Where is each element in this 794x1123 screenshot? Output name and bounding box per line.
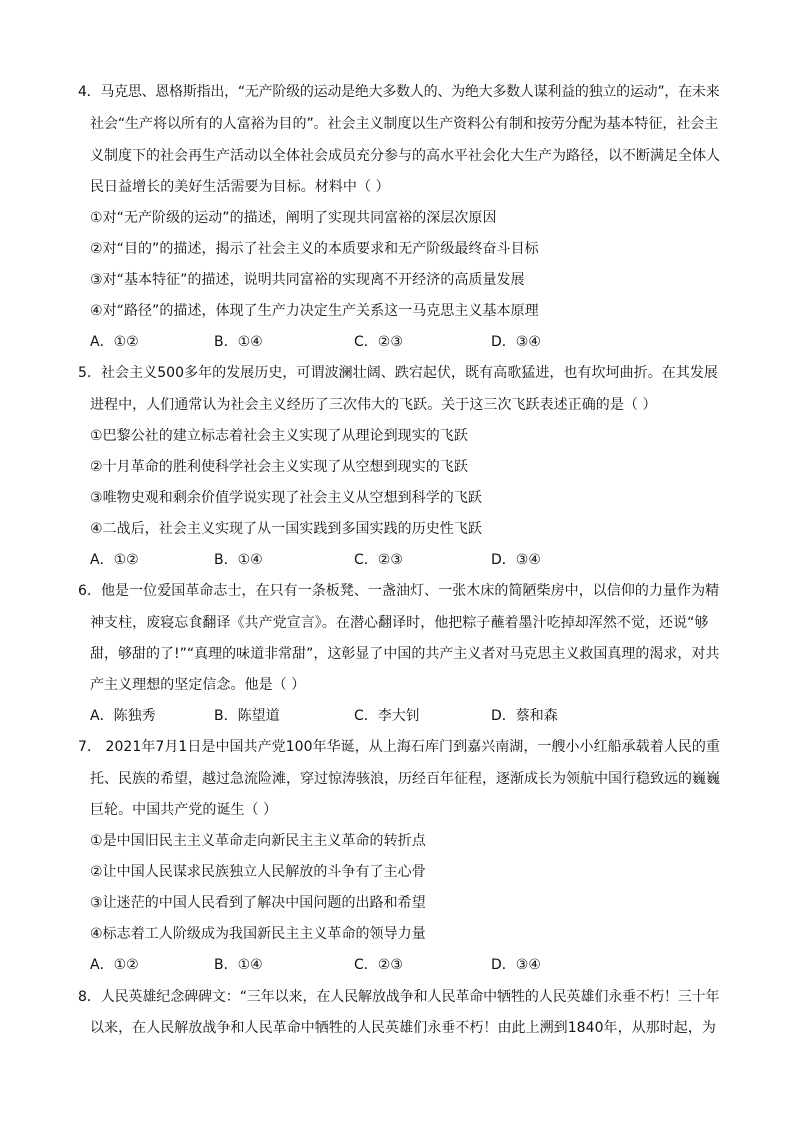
question-4-item-4: ④对“路径”的描述，体现了生产力决定生产关系这一马克思主义基本原理: [90, 303, 539, 319]
question-6-options: [90, 706, 710, 726]
question-8-stem-line-1: 8．人民英雄纪念碑碑文：“三年以来，在人民解放战争和人民革命中牺牲的人民英雄们永垂不朽！三十年: [78, 989, 720, 1005]
question-5-option-c[interactable]: C．②③: [354, 552, 403, 568]
question-4-stem-line-1: 4．马克思、恩格斯指出，“无产阶级的运动是绝大多数人的、为绝大多数人谋利益的独立的运动”，在未来: [78, 84, 720, 100]
question-5-item-1: ①巴黎公社的建立标志着社会主义实现了从理论到现实的飞跃: [90, 428, 468, 444]
question-7-option-b[interactable]: B．①④: [214, 957, 263, 973]
question-6-option-d[interactable]: D．蔡和森: [491, 708, 558, 724]
question-4-stem-line-2: 社会“生产将以所有的人富裕为目的”。社会主义制度以生产资料公有制和按劳分配为基本特征，社会主: [90, 116, 719, 132]
question-7-options: [90, 955, 710, 975]
question-7-stem-line-2: 托、民族的希望，越过急流险滩，穿过惊涛骇浪，历经百年征程，逐渐成长为领航中国行稳致远的巍巍: [90, 771, 720, 787]
question-4-stem-line-3: 义制度下的社会再生产活动以全体社会成员充分参与的高水平社会化大生产为路径，以不断满足全体人: [90, 148, 720, 164]
question-5-option-b[interactable]: B．①④: [214, 552, 263, 568]
question-4-item-1: ①对“无产阶级的运动”的描述，阐明了实现共同富裕的深层次原因: [90, 210, 497, 226]
question-5-item-3: ③唯物史观和剩余价值学说实现了社会主义从空想到科学的飞跃: [90, 490, 482, 506]
question-6-option-b[interactable]: B．陈望道: [214, 708, 280, 724]
question-7-option-c[interactable]: C．②③: [354, 957, 403, 973]
question-7-option-d[interactable]: D．③④: [491, 957, 541, 973]
question-6-stem-line-4: 产主义理想的坚定信念。他是（ ）: [90, 677, 306, 693]
question-5-option-a[interactable]: A．①②: [90, 552, 139, 568]
question-5-item-2: ②十月革命的胜利使科学社会主义实现了从空想到现实的飞跃: [90, 459, 468, 475]
question-7-item-2: ②让中国人民谋求民族独立人民解放的斗争有了主心骨: [90, 864, 426, 880]
question-4-item-2: ②对“目的”的描述，揭示了社会主义的本质要求和无产阶级最终奋斗目标: [90, 241, 539, 257]
question-4-option-d[interactable]: D．③④: [491, 334, 541, 350]
question-4-stem-line-4: 民日益增长的美好生活需要为目标。材料中（ ）: [90, 179, 390, 195]
question-7-stem-line-1: 7． 2021年7月1日是中国共产党100年华诞，从上海石库门到嘉兴南湖，一艘小小红船承载着人民的重: [78, 739, 721, 755]
question-6-option-c[interactable]: C．李大钊: [354, 708, 420, 724]
question-7-item-1: ①是中国旧民主主义革命走向新民主主义革命的转折点: [90, 833, 426, 849]
question-4-option-c[interactable]: C．②③: [354, 334, 403, 350]
question-7-option-a[interactable]: A．①②: [90, 957, 139, 973]
question-4-option-a[interactable]: A．①②: [90, 334, 139, 350]
question-6-stem-line-3: 甜，够甜的了!”“真理的味道非常甜”，这彰显了中国的共产主义者对马克思主义救国真理的渴求，对共: [90, 646, 720, 662]
question-5-options: [90, 550, 710, 570]
question-5-stem-line-2: 进程中，人们通常认为社会主义经历了三次伟大的飞跃。关于这三次飞跃表述正确的是（ ）: [90, 397, 657, 413]
question-7-item-4: ④标志着工人阶级成为我国新民主主义革命的领导力量: [90, 926, 426, 942]
question-4-option-b[interactable]: B．①④: [214, 334, 263, 350]
question-8-stem-line-2: 以来，在人民解放战争和人民革命中牺牲的人民英雄们永垂不朽！由此上溯到1840年，从那时起，为: [90, 1020, 716, 1036]
question-5-item-4: ④二战后，社会主义实现了从一国实践到多国实践的历史性飞跃: [90, 521, 482, 537]
question-7-stem-line-3: 巨轮。中国共产党的诞生（ ）: [90, 802, 278, 818]
question-6-stem-line-2: 神支柱，废寝忘食翻译《共产党宣言》。在潜心翻译时，他把粽子蘸着墨汁吃掉却浑然不觉，还说“够: [90, 615, 709, 631]
question-5-option-d[interactable]: D．③④: [491, 552, 541, 568]
question-6-option-a[interactable]: A．陈独秀: [90, 708, 156, 724]
question-6-stem-line-1: 6．他是一位爱国革命志士，在只有一条板凳、一盏油灯、一张木床的简陋柴房中，以信仰的力量作为精: [78, 583, 720, 599]
question-4-options: [90, 332, 710, 352]
question-5-stem-line-1: 5．社会主义500多年的发展历史，可谓波澜壮阔、跌宕起伏，既有高歌猛进，也有坎坷曲折。在其发展: [78, 365, 718, 381]
question-4-item-3: ③对“基本特征”的描述，说明共同富裕的实现离不开经济的高质量发展: [90, 272, 525, 288]
question-7-item-3: ③让迷茫的中国人民看到了解决中国问题的出路和希望: [90, 895, 426, 911]
